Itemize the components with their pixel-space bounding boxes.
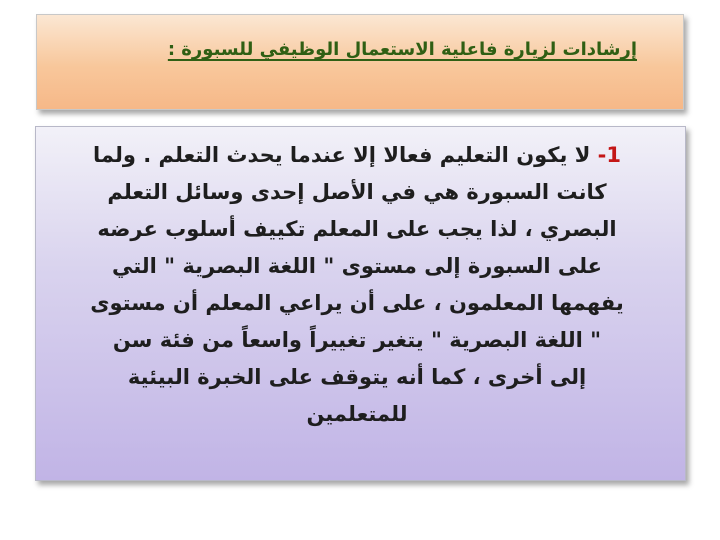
text-line-3: البصري ، لذا يجب على المعلم تكييف أسلوب عرضه (97, 217, 617, 241)
slide-title: إرشادات لزيارة فاعلية الاستعمال الوظيفي للسبورة : (167, 39, 637, 60)
text-line-8: للمتعلمين (306, 402, 408, 426)
item-number: 1- (597, 143, 621, 167)
text-line-1 (47, 137, 667, 174)
text-line-1-content: لا يكون التعليم فعالا إلا عندما يحدث التعلم . ولما (93, 143, 591, 167)
text-line-7: إلى أخرى ، كما أنه يتوقف على الخبرة البيئية (127, 365, 587, 389)
text-line-5: يفهمها المعلمون ، على أن يراعي المعلم أن مستوى (90, 291, 624, 315)
text-line-6: " اللغة البصرية " يتغير تغييراً واسعاً من فئة سن (112, 328, 602, 352)
guideline-text (47, 137, 667, 433)
text-line-2: كانت السبورة هي في الأصل إحدى وسائل التعلم (107, 180, 607, 204)
text-line-4: على السبورة إلى مستوى " اللغة البصرية " التي (111, 254, 603, 278)
title-banner (36, 14, 684, 110)
content-panel (35, 126, 686, 481)
